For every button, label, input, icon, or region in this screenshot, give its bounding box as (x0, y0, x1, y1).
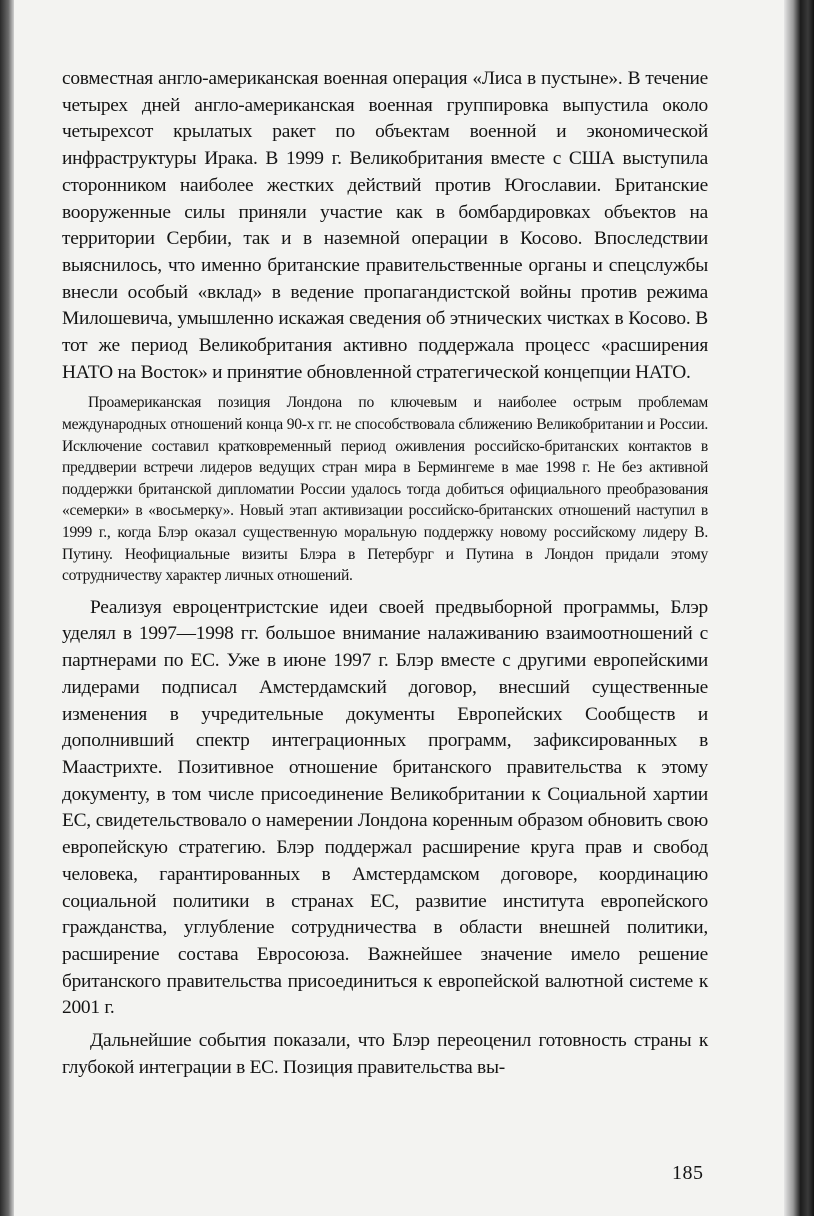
scan-shadow-left (0, 0, 14, 1216)
book-page (62, 66, 708, 1081)
small-print-note: Проамериканская позиция Лондона по ключевым и наиболее острым проблемам международных отношений конца 90-х гг. не способствовала сближению Великобритании и России. Исключение составил кратковременный период оживления российско-британских контактов в преддверии встречи лидеров ведущих стран мира в Бермингеме в мае 1998 г. Не без активной поддержки британской дипломатии России удалось тогда добиться официального преобразования «семерки» в «восьмерку». Новый этап активизации российско-британских отношений наступил в 1999 г., когда Блэр оказал существенную моральную поддержку новому российскому лидеру В. Путину. Неофициальные визиты Блэра в Петербург и Путина в Лондон придали этому сотрудничеству характер личных отношений. (62, 394, 708, 585)
paragraph-3: Дальнейшие события показали, что Блэр переоценил готовность страны к глубокой интеграции в ЕС. Позиция правительства вы- (62, 1030, 708, 1078)
page-number: 185 (672, 1162, 704, 1184)
main-text-top (62, 66, 708, 386)
main-text-bottom (62, 595, 708, 1082)
paragraph-1: совместная англо-американская военная операция «Лиса в пустыне». В течение четырех дней англо-американская военная группировка выпустила около четырехсот крылатых ракет по объектам военной и экономической инфраструктуры Ирака. В 1999 г. Великобритания вместе с США выступила сторонником наиболее жестких действий против Югославии. Британские вооруженные силы приняли участие как в бомбардировках объектов на территории Сербии, так и в наземной операции в Косово. Впоследствии выяснилось, что именно британские правительственные органы и спецслужбы внесли особый «вклад» в ведение пропагандистской войны против режима Милошевича, умышленно искажая сведения об этнических чистках в Косово. В тот же период Великобритания активно поддержала процесс «расширения НАТО на Восток» и принятие обновленной стратегической концепции НАТО. (62, 68, 708, 383)
scan-shadow-right (784, 0, 814, 1216)
paragraph-2: Реализуя евроцентристские идеи своей предвыборной программы, Блэр уделял в 1997—1998 гг. большое внимание налаживанию взаимоотношений с партнерами по ЕС. Уже в июне 1997 г. Блэр вместе с другими европейскими лидерами подписал Амстердамский договор, внесший существенные изменения в учредительные документы Европейских Сообществ и дополнивший спектр интеграционных программ, зафиксированных в Маастрихте. Позитивное отношение британского правительства к этому документу, в том числе присоединение Великобритании к Социальной хартии ЕС, свидетельствовало о намерении Лондона коренным образом обновить свою европейскую стратегию. Блэр поддержал расширение круга прав и свобод человека, гарантированных в Амстердамском договоре, координацию социальной политики в странах ЕС, развитие института европейского гражданства, углубление сотрудничества в области внешней политики, расширение состава Евросоюза. Важнейшее значение имело решение британского правительства присоединиться к европейской валютной системе к 2001 г. (62, 596, 708, 1019)
